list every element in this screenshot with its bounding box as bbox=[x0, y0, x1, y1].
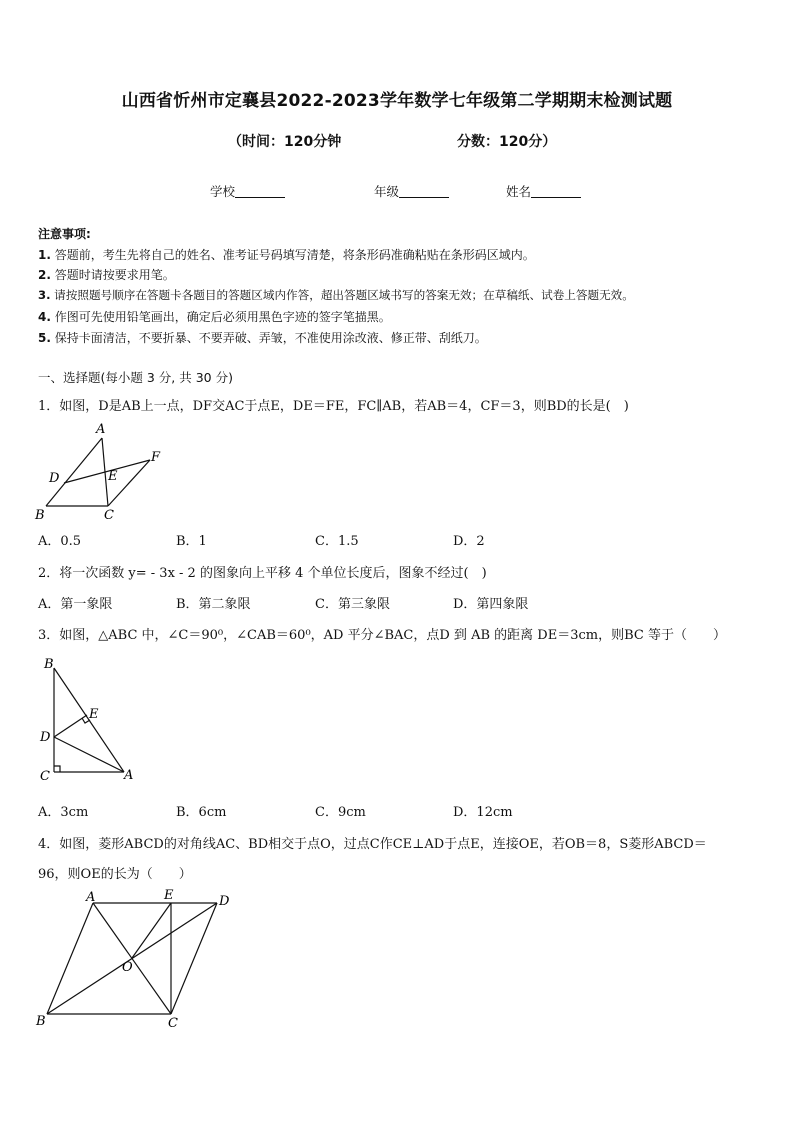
notice-num: 5. bbox=[38, 331, 51, 345]
name-label: 姓名 bbox=[506, 184, 532, 199]
notice-item bbox=[38, 308, 391, 325]
option-a[interactable]: A．第一象限 bbox=[38, 597, 113, 612]
school-blank bbox=[235, 184, 285, 198]
notice-item bbox=[38, 266, 175, 283]
question-4-stem-line1: 4．如图，菱形ABCD的对角线AC、BD相交于点O，过点C作CE⊥AD于点E，连接OE，若OB＝8，S菱形ABCD＝ bbox=[38, 837, 707, 852]
label-a: A bbox=[124, 768, 134, 783]
label-c: C bbox=[168, 1016, 178, 1031]
notice-item bbox=[38, 329, 487, 346]
question-1-stem: 1．如图，D是AB上一点，DF交AC于点E，DE＝FE，FC∥AB，若AB＝4，CF＝3，则BD的长是( ) bbox=[38, 399, 629, 414]
question-4-stem-line2: 96，则OE的长为（ ） bbox=[38, 867, 192, 882]
label-a: A bbox=[96, 422, 106, 437]
option-d[interactable]: D．2 bbox=[453, 534, 485, 549]
notice-text: 请按照题号顺序在答题卡各题目的答题区域内作答，超出答题区域书写的答案无效；在草稿纸、试卷上答题无效。 bbox=[54, 288, 634, 302]
exam-time: （时间：120分钟 bbox=[228, 134, 342, 150]
label-d: D bbox=[219, 894, 230, 909]
question-3-figure bbox=[34, 652, 144, 784]
notice-item bbox=[38, 287, 634, 303]
label-d: D bbox=[40, 730, 51, 745]
label-b: B bbox=[35, 508, 45, 523]
option-b[interactable]: B．第二象限 bbox=[176, 597, 251, 612]
label-c: C bbox=[40, 769, 50, 784]
section-heading: 一、选择题(每小题 3 分, 共 30 分) bbox=[38, 370, 233, 385]
grade-label: 年级 bbox=[374, 184, 400, 199]
option-c[interactable]: C．1.5 bbox=[315, 534, 359, 549]
label-e: E bbox=[108, 469, 118, 484]
name-blank bbox=[531, 184, 581, 198]
notice-heading: 注意事项: bbox=[38, 227, 91, 241]
notice-num: 2. bbox=[38, 268, 51, 282]
name-field bbox=[506, 182, 581, 200]
label-d: D bbox=[49, 471, 60, 486]
option-d[interactable]: D．12cm bbox=[453, 805, 513, 820]
option-b[interactable]: B．1 bbox=[176, 534, 207, 549]
right-angle-mark-c bbox=[54, 766, 60, 772]
option-c[interactable]: C．9cm bbox=[315, 805, 366, 820]
label-a: A bbox=[86, 890, 96, 905]
option-a[interactable]: A．0.5 bbox=[38, 534, 82, 549]
question-4-figure bbox=[30, 885, 240, 1033]
option-d[interactable]: D．第四象限 bbox=[453, 597, 529, 612]
label-b: B bbox=[36, 1014, 46, 1029]
figure-segment-ab bbox=[47, 903, 93, 1014]
notice-num: 1. bbox=[38, 248, 51, 262]
figure-segment-cd bbox=[171, 903, 217, 1014]
grade-field bbox=[374, 182, 449, 200]
page-title: 山西省忻州市定襄县2022-2023学年数学七年级第二学期期末检测试题 bbox=[121, 91, 673, 111]
notice-text: 作图可先使用铅笔画出，确定后必须用黑色字迹的签字笔描黑。 bbox=[54, 310, 391, 324]
exam-score: 分数：120分） bbox=[457, 134, 557, 150]
question-2-stem: 2．将一次函数 y= - 3x - 2 的图象向上平移 4 个单位长度后，图象不经过( ) bbox=[38, 566, 487, 581]
grade-blank bbox=[399, 184, 449, 198]
notice-text: 答题时请按要求用笔。 bbox=[54, 268, 175, 282]
notice-text: 保持卡面清洁，不要折暴、不要弄破、弄皱，不准使用涂改液、修正带、刮纸刀。 bbox=[54, 331, 487, 345]
notice-item bbox=[38, 246, 535, 263]
option-c[interactable]: C．第三象限 bbox=[315, 597, 390, 612]
label-e: E bbox=[164, 888, 174, 903]
notice-num: 3. bbox=[38, 288, 51, 302]
school-label: 学校 bbox=[210, 184, 236, 199]
notice-text: 答题前，考生先将自己的姓名、准考证号码填写清楚，将条形码准确粘贴在条形码区域内。 bbox=[54, 248, 535, 262]
notice-num: 4. bbox=[38, 310, 51, 324]
label-b: B bbox=[44, 657, 54, 672]
figure-segment-df bbox=[64, 460, 150, 483]
label-o: O bbox=[122, 960, 133, 975]
school-field bbox=[210, 182, 285, 200]
question-1-figure bbox=[30, 418, 175, 526]
label-e: E bbox=[89, 707, 99, 722]
label-c: C bbox=[104, 508, 114, 523]
figure-segment-oe bbox=[132, 903, 171, 958]
question-3-stem: 3．如图，△ABC 中，∠C＝90⁰，∠CAB＝60⁰，AD 平分∠BAC，点D 到 AB 的距离 DE＝3cm，则BC 等于（ ） bbox=[38, 628, 726, 643]
option-a[interactable]: A．3cm bbox=[38, 805, 89, 820]
figure-segment-bd bbox=[47, 903, 217, 1014]
figure-segment-da bbox=[54, 737, 124, 772]
option-b[interactable]: B．6cm bbox=[176, 805, 227, 820]
label-f: F bbox=[151, 450, 161, 465]
